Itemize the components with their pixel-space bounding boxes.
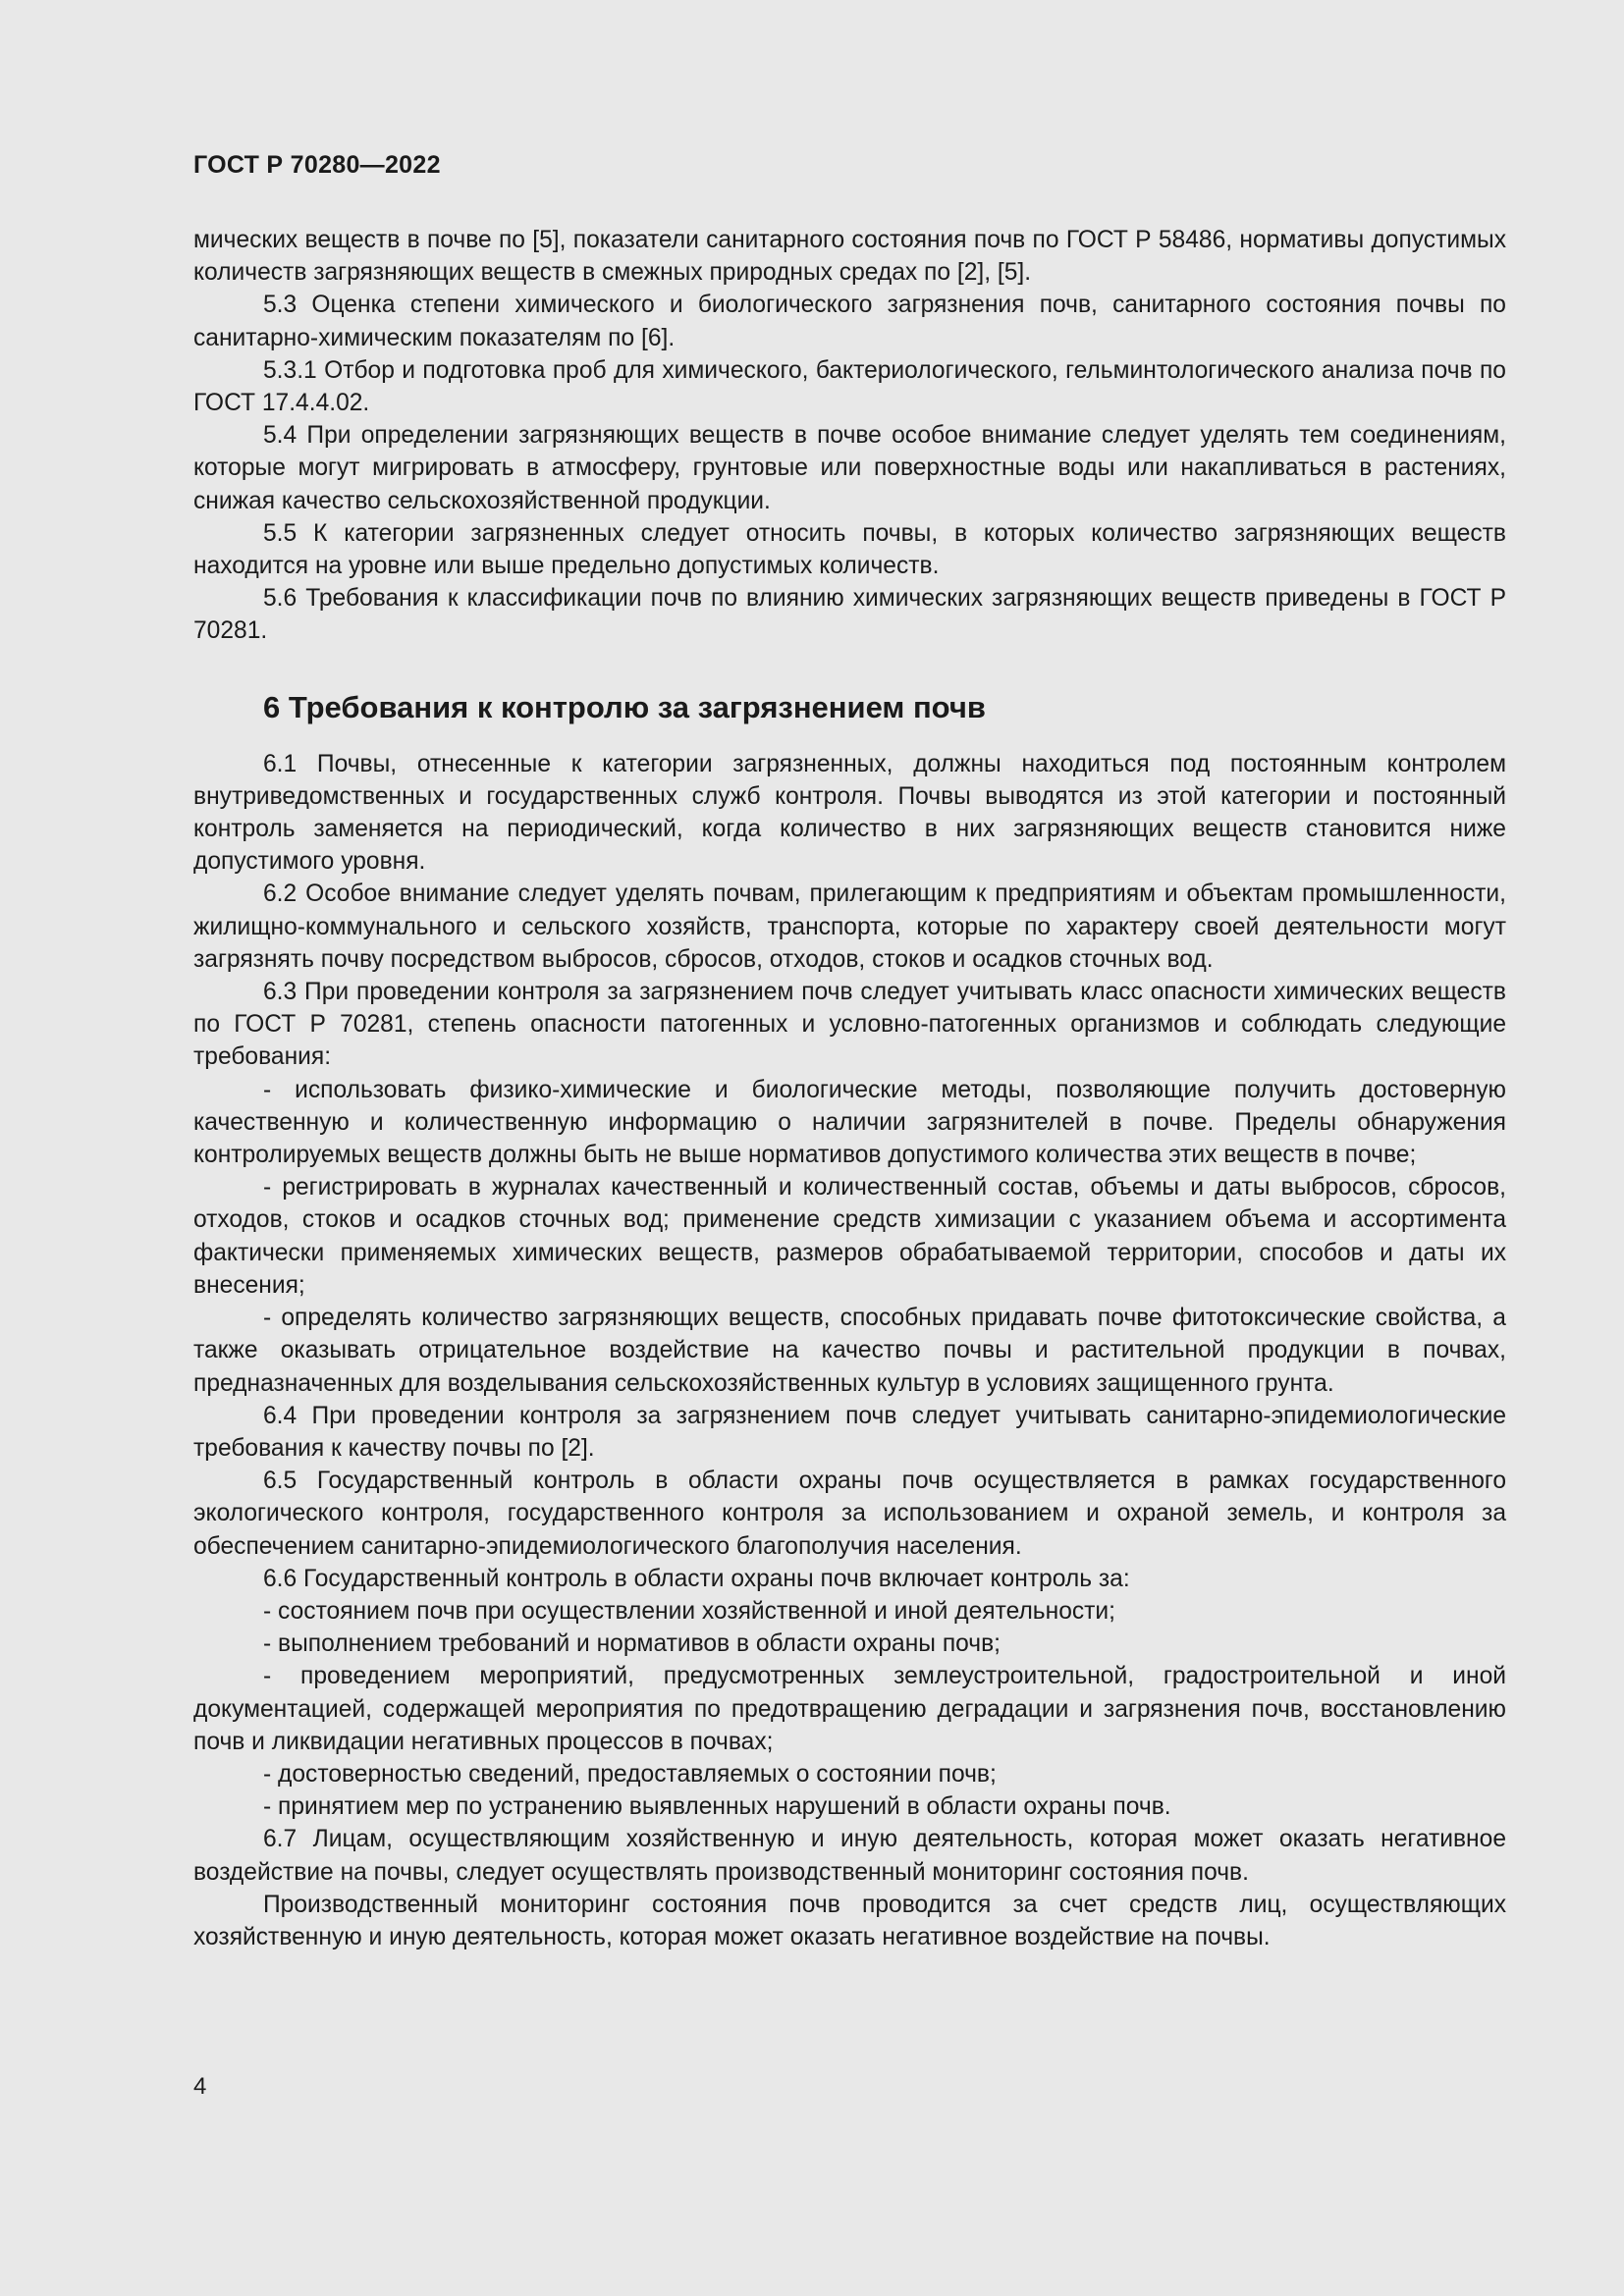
- list-item-reliability: - достоверностью сведений, предоставляемых о состоянии почв;: [263, 1760, 997, 1788]
- page-number: 4: [193, 2073, 207, 2100]
- paragraph-5-4: 5.4 При определении загрязняющих веществ в почве особое внимание следует уделять тем соединениям, которые могут мигрировать в атмосферу, грунтовые или поверхностные воды или накапливаться в растениях, снижая качество сельскохозяйственной продукции.: [193, 422, 1506, 514]
- paragraph-6-6: 6.6 Государственный контроль в области охраны почв включает контроль за:: [263, 1565, 1130, 1592]
- paragraph-5-6: 5.6 Требования к классификации почв по влиянию химических загрязняющих веществ приведены в ГОСТ Р 70281.: [193, 585, 1506, 645]
- list-item-requirements: - выполнением требований и нормативов в области охраны почв;: [263, 1630, 1001, 1658]
- list-item-measures: - проведением мероприятий, предусмотренных землеустроительной, градостроительной и иной документацией, содержащей мероприятия по предотвращению деградации и загрязнения почв, восстановлению почв и ликвидации негативных процессов в почвах;: [193, 1663, 1506, 1755]
- document-header-title: ГОСТ Р 70280—2022: [193, 151, 441, 179]
- list-item-register: - регистрировать в журналах качественный и количественный состав, объемы и даты выбросов, сбросов, отходов, стоков и осадков сточных вод; применение средств химизации с указанием объема и ассортимента фактически применяемых химических веществ, размеров обрабатываемой территории, способов и даты их внесения;: [193, 1174, 1506, 1299]
- list-item-soil-state: - состоянием почв при осуществлении хозяйственной и иной деятельности;: [263, 1597, 1115, 1625]
- paragraph-6-7: 6.7 Лицам, осуществляющим хозяйственную и иную деятельность, которая может оказать негативное воздействие на почвы, следует осуществлять производственный мониторинг состояния почв.: [193, 1826, 1506, 1886]
- section-heading-6: 6 Требования к контролю за загрязнением почв: [263, 689, 986, 724]
- paragraph-6-2: 6.2 Особое внимание следует уделять почвам, прилегающим к предприятиям и объектам промышленности, жилищно-коммунального и сельского хозяйств, транспорта, которые по характеру своей деятельности могут загрязнять почву посредством выбросов, сбросов, отходов, стоков и осадков сточных вод.: [193, 881, 1506, 973]
- list-item-determine: - определять количество загрязняющих веществ, способных придавать почве фитотоксические свойства, а также оказывать отрицательное воздействие на качество почвы и растительной продукции в почвах, предназначенных для возделывания сельскохозяйственных культур в условиях защищенного грунта.: [193, 1305, 1506, 1397]
- paragraph-5-3: 5.3 Оценка степени химического и биологического загрязнения почв, санитарного состояния почвы по санитарно-химическим показателям по [6].: [193, 292, 1506, 351]
- paragraph-6-1: 6.1 Почвы, отнесенные к категории загрязненных, должны находиться под постоянным контролем внутриведомственных и государственных служб контроля. Почвы выводятся из этой категории и постоянный контроль заменяется на периодический, когда количество в них загрязняющих веществ становится ниже допустимого уровня.: [193, 750, 1506, 876]
- paragraph-6-5: 6.5 Государственный контроль в области охраны почв осуществляется в рамках государственного экологического контроля, государственного контроля за использованием и охраной земель, и контроля за обеспечением санитарно-эпидемиологического благополучия населения.: [193, 1468, 1506, 1560]
- paragraph-6-4: 6.4 При проведении контроля за загрязнением почв следует учитывать санитарно-эпидемиологические требования к качеству почвы по [2].: [193, 1402, 1506, 1462]
- document-body: [193, 224, 1506, 1953]
- list-item-methods: - использовать физико-химические и биологические методы, позволяющие получить достоверную качественную и количественную информацию о наличии загрязнителей в почве. Пределы обнаружения контролируемых веществ должны быть не выше нормативов допустимого количества этих веществ в почве;: [193, 1076, 1506, 1169]
- paragraph-5-3-1: 5.3.1 Отбор и подготовка проб для химического, бактериологического, гельминтологического анализа почв по ГОСТ 17.4.4.02.: [193, 356, 1506, 417]
- paragraph-6-3: 6.3 При проведении контроля за загрязнением почв следует учитывать класс опасности химических веществ по ГОСТ Р 70281, степень опасности патогенных и условно-патогенных организмов и соблюдать следующие требования:: [193, 979, 1506, 1071]
- paragraph-continuation: мических веществ в почве по [5], показатели санитарного состояния почв по ГОСТ Р 58486, нормативы допустимых количеств загрязняющих веществ в смежных природных средах по [2], [5].: [193, 227, 1506, 287]
- list-item-violations: - принятием мер по устранению выявленных нарушений в области охраны почв.: [263, 1793, 1171, 1821]
- paragraph-5-5: 5.5 К категории загрязненных следует относить почвы, в которых количество загрязняющих веществ находится на уровне или выше предельно допустимых количеств.: [193, 519, 1506, 580]
- paragraph-monitoring: Производственный мониторинг состояния почв проводится за счет средств лиц, осуществляющих хозяйственную и иную деятельность, которая может оказать негативное воздействие на почвы.: [193, 1891, 1506, 1950]
